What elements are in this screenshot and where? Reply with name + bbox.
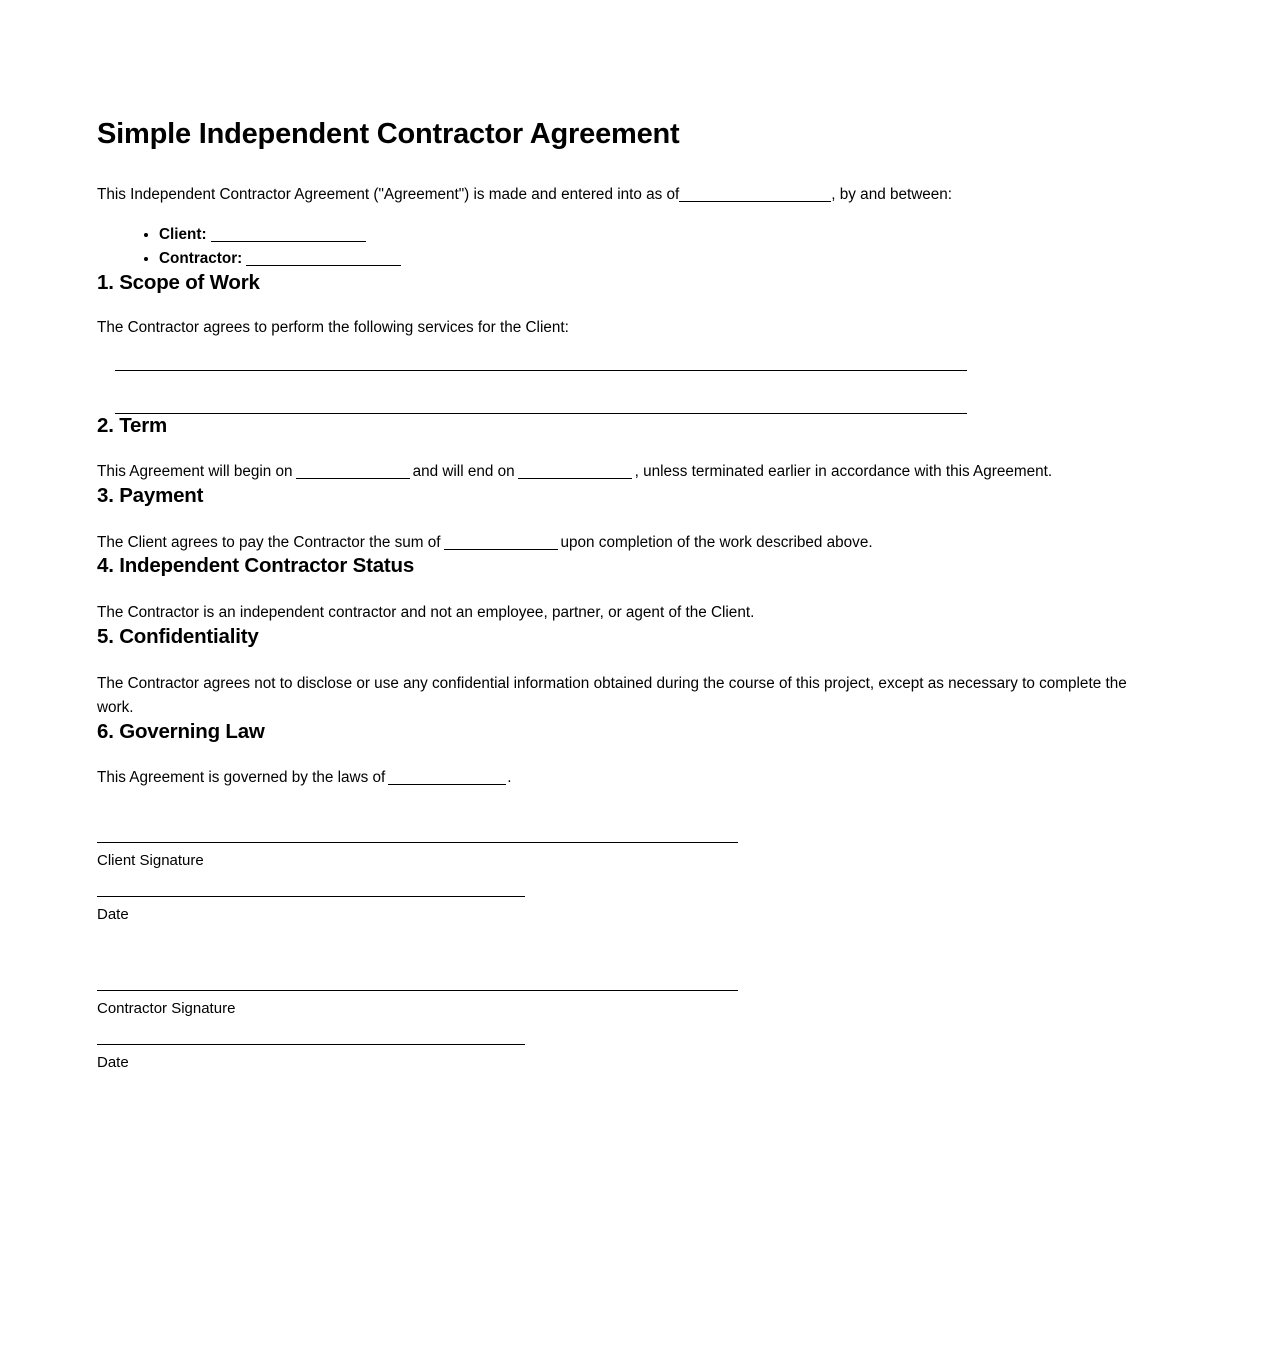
scope-of-work-answer-area <box>115 370 1157 414</box>
contractor-label: Contractor: <box>159 250 243 268</box>
payment-sum-blank[interactable] <box>444 536 558 550</box>
section-heading-confidentiality: 5. Confidentiality <box>97 624 259 648</box>
section-heading-scope-of-work: 1. Scope of Work <box>97 271 260 295</box>
contractor-signature-label: Contractor Signature <box>97 999 236 1017</box>
intro-paragraph <box>97 183 1157 207</box>
parties-list <box>97 223 1157 271</box>
section-body-scope-of-work: The Contractor agrees to perform the following services for the Client: <box>97 318 569 336</box>
term-end-date-blank[interactable] <box>518 465 632 479</box>
client-date-group <box>97 896 1157 924</box>
section-heading-governing-law: 6. Governing Law <box>97 719 265 743</box>
section-body-governing-law <box>97 766 1157 790</box>
intro-text-before: This Independent Contractor Agreement ("Agreement") is made and entered into as of <box>97 186 680 204</box>
section-body-confidentiality: The Contractor agrees not to disclose or use any confidential information obtained during the course of this project, except as necessary to complete the work. <box>97 675 1127 716</box>
section-body-term <box>97 460 1157 484</box>
client-name-blank[interactable] <box>211 228 366 242</box>
governing-law-text-1: This Agreement is governed by the laws of <box>97 769 386 787</box>
list-item-contractor <box>159 247 1157 271</box>
term-text-2: and will end on <box>412 463 515 481</box>
intro-text-after: , by and between: <box>831 186 953 204</box>
client-signature-block <box>97 842 1157 924</box>
payment-text-2: upon completion of the work described above. <box>560 533 873 551</box>
term-text-3: , unless terminated earlier in accordance with this Agreement. <box>634 463 1053 481</box>
agreement-date-blank[interactable] <box>679 188 831 202</box>
contractor-date-label: Date <box>97 1053 129 1071</box>
client-signature-label: Client Signature <box>97 851 204 869</box>
contractor-signature-block <box>97 990 1157 1072</box>
term-start-date-blank[interactable] <box>296 465 410 479</box>
contractor-signature-line[interactable] <box>97 990 738 991</box>
section-heading-independent-contractor-status: 4. Independent Contractor Status <box>97 554 415 578</box>
term-text-1: This Agreement will begin on <box>97 463 293 481</box>
section-body-payment <box>97 531 1157 555</box>
list-item-client <box>159 223 1157 247</box>
document-body <box>97 118 1157 1072</box>
contractor-date-line[interactable] <box>97 1044 525 1045</box>
client-date-line[interactable] <box>97 896 525 897</box>
section-heading-term: 2. Term <box>97 413 167 437</box>
section-heading-payment: 3. Payment <box>97 483 204 507</box>
scope-answer-line-1[interactable] <box>115 370 967 371</box>
client-signature-line[interactable] <box>97 842 738 843</box>
payment-text-1: The Client agrees to pay the Contractor the sum of <box>97 533 441 551</box>
governing-law-state-blank[interactable] <box>388 771 506 785</box>
governing-law-text-2: . <box>507 769 512 787</box>
section-body-independent-contractor-status: The Contractor is an independent contractor and not an employee, partner, or agent of the Client. <box>97 603 755 621</box>
contractor-name-blank[interactable] <box>246 252 401 266</box>
client-date-label: Date <box>97 905 129 923</box>
client-label: Client: <box>159 226 207 244</box>
contractor-date-group <box>97 1044 1157 1072</box>
page-title: Simple Independent Contractor Agreement <box>97 118 680 150</box>
